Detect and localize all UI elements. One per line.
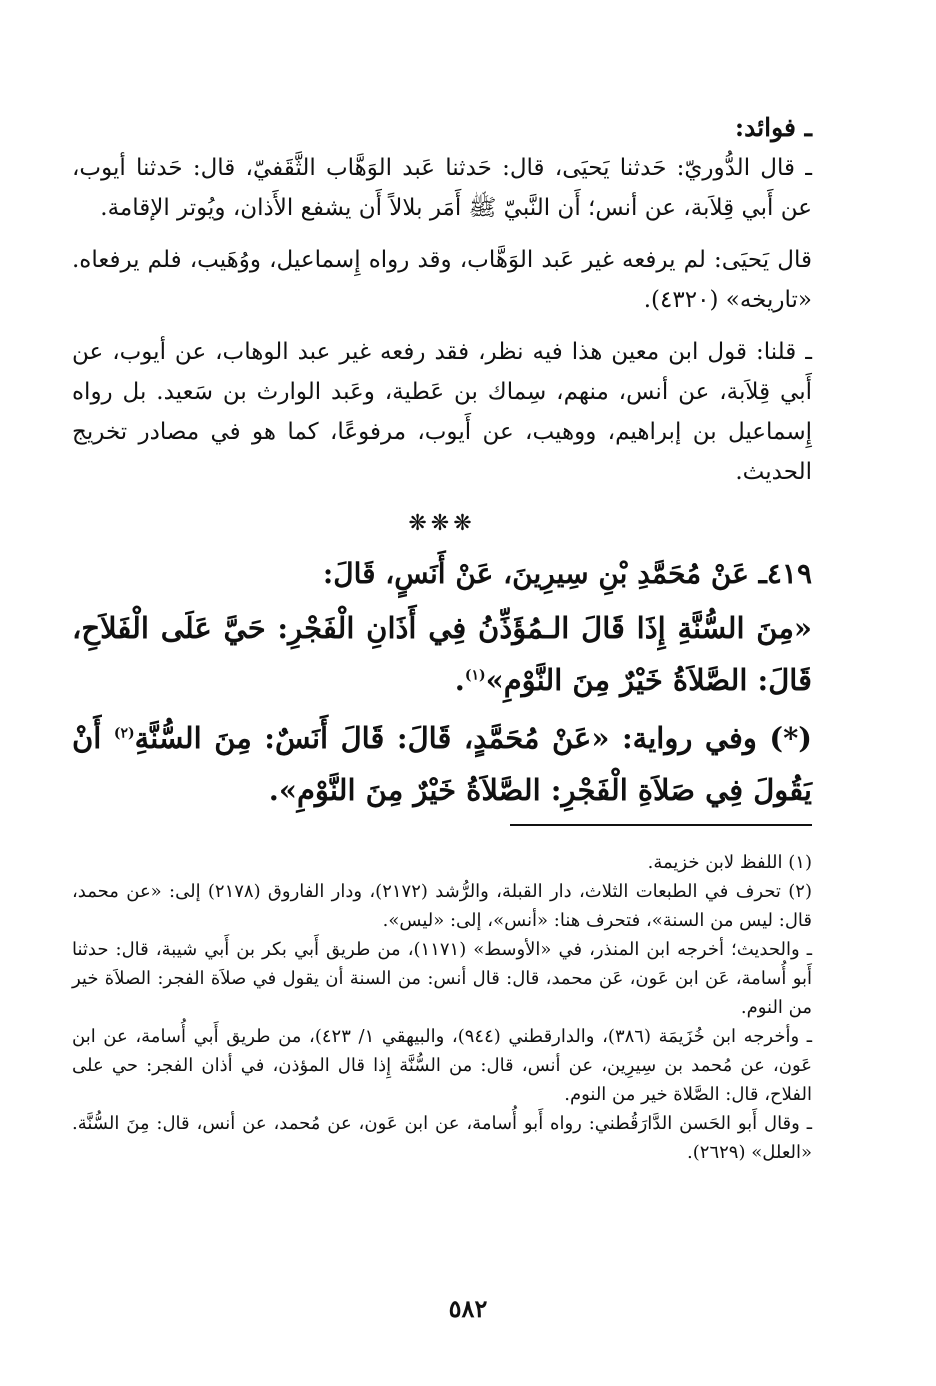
footnote-divider	[510, 824, 812, 826]
footnote-1: (١) اللفظ لابن خزيمة.	[647, 852, 812, 873]
section-heading: ـ فوائد:	[734, 113, 812, 142]
hadith-matn-text: «مِنَ السُّنَّةِ إِذَا قَالَ الـمُؤَذِّنُ فِي أَذَانِ الْفَجْرِ: حَيَّ عَلَى الْفَلاَحِ، قَالَ: الصَّلاَةُ خَيْرٌ مِنَ النَّوْمِ»	[72, 611, 812, 697]
footnotes	[72, 848, 812, 1167]
hadith-matn: «مِنَ السُّنَّةِ إِذَا قَالَ الـمُؤَذِّنُ فِي أَذَانِ الْفَجْرِ: حَيَّ عَلَى الْفَلاَحِ، قَالَ: الصَّلاَةُ خَيْرٌ مِنَ النَّوْمِ»$^{(١)}$.	[72, 611, 812, 697]
footnote-ibn-khuzayma: ـ وأخرجه ابن خُزَيمَة (٣٨٦)، والدارقطني (٩٤٤)، والبيهقي ١/ ٤٢٣)، من طريق أَبي أُسامة، عن ابن عَون، عن مُحمد بن سِيرِين، عن أنس، قال: من السُّنَّة إِذا قال المؤذن، في أذان الفجر: حي على الفلاح، قال: الصَّلاة خير من النوم.	[72, 1026, 813, 1105]
hadith-number-line: ٤١٩ـ عَنْ مُحَمَّدِ بْنِ سِيرِينَ، عَنْ أَنَسٍ، قَالَ:	[322, 557, 812, 590]
page-number: ٥٨٢	[448, 1294, 488, 1323]
paragraph-durri: ـ قال الدُّوريّ: حَدثنا يَحيَى، قال: حَدثنا عَبد الوَهَّاب الثَّقَفيّ، قال: حَدثنا أيوب، عن أَبي قِلاَبة، عن أنس؛ أَن النَّبيّ ﷺ أَمَر بلالاً أَن يشفع الأَذان، ويُوتر الإقامة.	[72, 155, 812, 221]
separator-stars: ❋❋❋	[408, 511, 476, 536]
riwaya-text-a: (*) وفي رواية: «عَنْ مُحَمَّدٍ، قَالَ: قَالَ أَنَسٌ: مِنَ السُّنَّةِ	[134, 721, 812, 755]
main-text	[72, 108, 812, 816]
footnote-ref-2: (٢)	[113, 725, 135, 742]
paragraph-yahya: قال يَحيَى: لم يرفعه غير عَبد الوَهَّاب، وقد رواه إِسماعيل، ووُهَيب، فلم يرفعاه. «تاريخه» (٤٣٢٠).	[72, 247, 812, 313]
footnote-ibn-mundhir: ـ والحديث؛ أخرجه ابن المنذر، في «الأوسط» (١١٧١)، من طريق أَبي بكر بن أَبي شيبة، قال: حدثنا أَبو أُسامة، عَن ابن عَون، عَن محمد، قال: قال أنس: من السنة أن يقول في صلاَة الفجر: الصلاَة خير من النوم.	[72, 939, 812, 1018]
footnote-daraqutni: ـ وقال أَبو الحَسن الدَّارَقُطني: رواه أَبو أُسامة، عن ابن عَون، عن مُحمد، عن أنس، قال: مِنَ السُّنَّة. «العلل» (٢٦٢٩).	[72, 1113, 812, 1163]
footnote-2: (٢) تحرف في الطبعات الثلاث، دار القبلة، والرُّشد (٢١٧٢)، ودار الفاروق (٢١٧٨) إلى: «عن محمد، قال: ليس من السنة»، فتحرف هنا: «أنس»، إلى: «ليس».	[72, 881, 812, 931]
paragraph-qulna: ـ قلنا: قول ابن معين هذا فيه نظر، فقد رفعه غير عبد الوهاب، عن أيوب، عن أَبي قِلاَبة، عن أنس، منهم، سِماك بن عَطية، وعَبد الوارث بن سَعيد. بل رواه إِسماعيل بن إبراهيم، ووهيب، عن أَيوب، مرفوعًا، كما هو في مصادر تخريج الحديث.	[72, 339, 812, 485]
footnote-ref-1: (١)	[464, 667, 486, 684]
hadith-riwaya	[72, 712, 812, 816]
riwaya-text-b: أَنْ يَقُولَ فِي صَلاَةِ الْفَجْرِ: الصَّلاَةُ خَيْرٌ مِنَ النَّوْمِ».	[72, 721, 812, 807]
